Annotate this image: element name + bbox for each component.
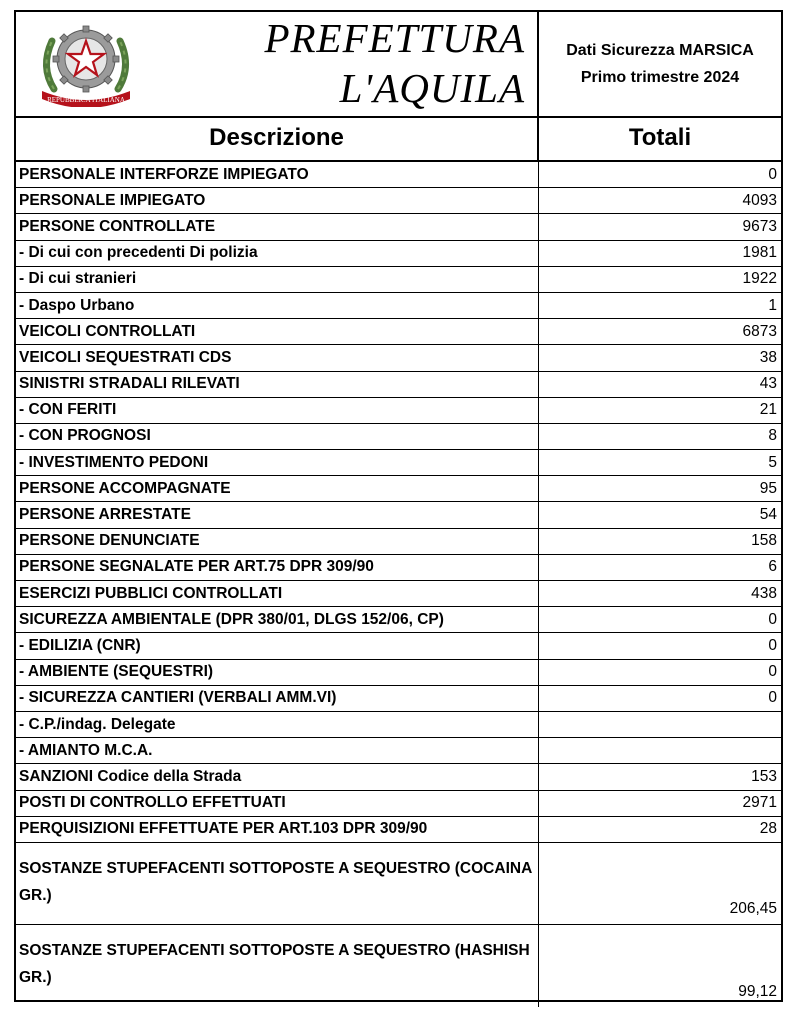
report-subtitle-period: Primo trimestre 2024 [580,69,740,86]
row-total: 1981 [742,244,777,262]
header-subtitle-cell [539,12,781,116]
row-total: 438 [751,584,777,602]
row-total: 43 [759,375,777,393]
row-total: 4093 [742,191,777,209]
row-description: SANZIONI Codice della Strada [16,764,539,789]
table-row [16,241,781,267]
table-row [16,529,781,555]
table-row [16,764,781,790]
table-row [16,188,781,214]
row-description: - AMIANTO M.C.A. [16,738,539,763]
prefecture-title-line2: L'AQUILA [339,65,525,111]
row-description: PERSONALE INTERFORZE IMPIEGATO [16,162,539,187]
row-total: 38 [759,348,777,366]
table-row [16,214,781,240]
row-total: 1922 [742,270,777,288]
row-total: 8 [768,427,777,445]
row-description: PERSONE ARRESTATE [16,502,539,527]
row-description: POSTI DI CONTROLLO EFFETTUATI [16,791,539,816]
row-description: SICUREZZA AMBIENTALE (DPR 380/01, DLGS 152/06, CP) [16,607,539,632]
table-row [16,660,781,686]
row-total [539,712,781,737]
table-row [16,267,781,293]
row-description: SOSTANZE STUPEFACENTI SOTTOPOSTE A SEQUESTRO (COCAINA GR.) [16,843,539,924]
column-header-totals: Totali [628,124,692,151]
data-table-body [16,162,781,1007]
row-description: VEICOLI CONTROLLATI [16,319,539,344]
row-total: 153 [751,767,777,785]
row-total: 5 [768,453,777,471]
row-total: 1 [768,296,777,314]
italian-republic-emblem-icon [34,19,138,107]
column-header-row [16,116,781,162]
row-total: 21 [759,401,777,419]
row-total: 0 [768,663,777,681]
row-description: - AMBIENTE (SEQUESTRI) [16,660,539,685]
row-description: - CON PROGNOSI [16,424,539,449]
row-total: 0 [768,610,777,628]
row-description: - CON FERITI [16,398,539,423]
table-row [16,712,781,738]
row-description: PERSONALE IMPIEGATO [16,188,539,213]
report-header [16,12,781,118]
prefecture-title-line1: PREFETTURA [264,15,525,61]
row-total: 2971 [742,794,777,812]
table-row [16,293,781,319]
table-row [16,424,781,450]
row-total: 99,12 [738,982,777,1000]
row-description: - Di cui stranieri [16,267,539,292]
table-row [16,633,781,659]
table-row [16,925,781,1007]
table-row [16,345,781,371]
report-subtitle-area: Dati Sicurezza MARSICA [566,42,754,59]
table-row [16,555,781,581]
table-row [16,738,781,764]
row-description: VEICOLI SEQUESTRATI CDS [16,345,539,370]
table-row [16,162,781,188]
table-row [16,817,781,843]
table-row [16,319,781,345]
row-total: 0 [768,689,777,707]
row-description: - SICUREZZA CANTIERI (VERBALI AMM.VI) [16,686,539,711]
table-row [16,372,781,398]
row-description: PERSONE ACCOMPAGNATE [16,476,539,501]
header-title-cell [16,12,539,116]
row-description: - EDILIZIA (CNR) [16,633,539,658]
row-description: ESERCIZI PUBBLICI CONTROLLATI [16,581,539,606]
row-description: SINISTRI STRADALI RILEVATI [16,372,539,397]
column-header-description: Descrizione [16,116,539,160]
row-description: PERSONE DENUNCIATE [16,529,539,554]
row-total: 54 [759,506,777,524]
row-total: 9673 [742,217,777,235]
row-total: 6873 [742,322,777,340]
row-description: PERSONE SEGNALATE PER ART.75 DPR 309/90 [16,555,539,580]
table-row [16,450,781,476]
row-total: 0 [768,636,777,654]
row-total: 206,45 [729,899,777,917]
report-sheet [14,10,783,1002]
table-row [16,476,781,502]
row-description: - Daspo Urbano [16,293,539,318]
table-row [16,502,781,528]
emblem-ribbon-text: REPUBBLICA ITALIANA [47,96,125,104]
row-description: PERSONE CONTROLLATE [16,214,539,239]
table-row [16,843,781,925]
row-total: 158 [751,532,777,550]
row-total: 95 [759,479,777,497]
row-total [539,738,781,763]
row-description: SOSTANZE STUPEFACENTI SOTTOPOSTE A SEQUESTRO (HASHISH GR.) [16,925,539,1007]
row-total: 0 [768,165,777,183]
row-total: 6 [768,558,777,576]
table-row [16,686,781,712]
row-description: PERQUISIZIONI EFFETTUATE PER ART.103 DPR 309/90 [16,817,539,842]
table-row [16,398,781,424]
row-description: - C.P./indag. Delegate [16,712,539,737]
row-description: - INVESTIMENTO PEDONI [16,450,539,475]
table-row [16,607,781,633]
table-row [16,581,781,607]
row-description: - Di cui con precedenti Di polizia [16,241,539,266]
table-row [16,791,781,817]
row-total: 28 [759,820,777,838]
